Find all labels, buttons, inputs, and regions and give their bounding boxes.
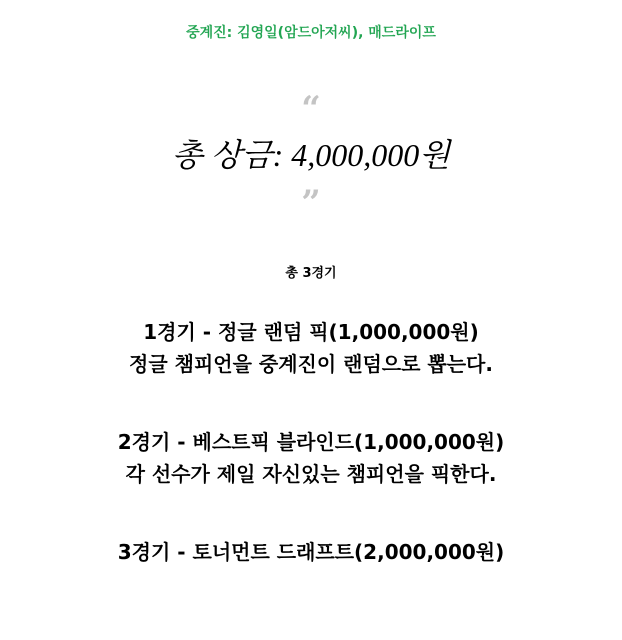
game-title: 2경기 - 베스트픽 블라인드(1,000,000원): [117, 430, 505, 454]
open-quote-icon: “: [301, 89, 321, 129]
game-count: 총 3경기: [285, 266, 337, 281]
commentators-credit: 중계진: 김영일(암드아저씨), 매드라이프: [186, 25, 436, 41]
games-list: [0, 316, 622, 568]
close-quote-icon: ”: [301, 183, 321, 223]
game-description: 정글 챔피언을 중계진이 랜덤으로 뽑는다.: [129, 352, 493, 376]
game-description: 각 선수가 제일 자신있는 챔피언을 픽한다.: [125, 462, 497, 486]
game-title: 3경기 - 토너먼트 드래프트(2,000,000원): [117, 540, 505, 564]
game-title: 1경기 - 정글 랜덤 픽(1,000,000원): [143, 320, 479, 344]
total-prize-heading: 총 상금: 4,000,000원: [171, 137, 451, 173]
